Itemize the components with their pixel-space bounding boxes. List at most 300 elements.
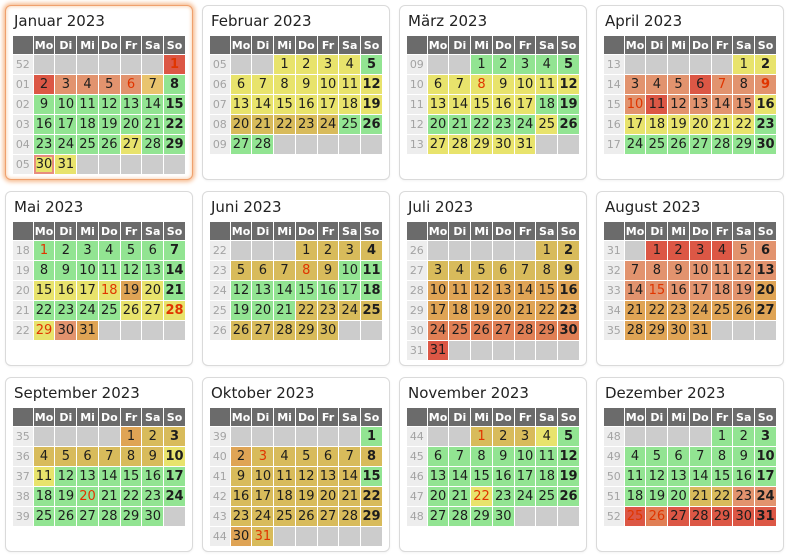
day-cell-august-4[interactable]: 4	[712, 241, 733, 260]
day-cell-juli-25[interactable]: 25	[449, 321, 470, 340]
day-cell-juli-1[interactable]: 1	[536, 241, 557, 260]
day-cell-september-18[interactable]: 18	[34, 487, 55, 506]
day-cell-januar-23[interactable]: 23	[34, 135, 55, 154]
day-cell-juli-28[interactable]: 28	[515, 321, 536, 340]
day-cell-oktober-12[interactable]: 12	[296, 467, 317, 486]
day-cell-maerz-19[interactable]: 19	[559, 97, 578, 112]
day-cell-dezember-14[interactable]: 14	[690, 467, 711, 486]
day-cell-november-2[interactable]: 2	[493, 427, 514, 446]
day-cell-november-22[interactable]: 22	[471, 487, 492, 506]
day-cell-februar-1[interactable]: 1	[274, 55, 295, 74]
day-cell-maerz-9[interactable]: 9	[493, 75, 514, 94]
day-cell-mai-30[interactable]: 30	[55, 321, 76, 340]
day-cell-juni-18[interactable]: 18	[362, 283, 381, 298]
day-cell-oktober-7[interactable]: 7	[339, 447, 360, 466]
day-cell-februar-6[interactable]: 6	[231, 75, 252, 94]
day-cell-dezember-20[interactable]: 20	[668, 487, 689, 506]
day-cell-juli-31[interactable]: 31	[428, 341, 449, 360]
day-cell-november-6[interactable]: 6	[428, 447, 449, 466]
day-cell-maerz-31[interactable]: 31	[515, 135, 536, 154]
day-cell-oktober-5[interactable]: 5	[296, 447, 317, 466]
day-cell-maerz-17[interactable]: 17	[515, 95, 536, 114]
day-cell-februar-15[interactable]: 15	[274, 95, 295, 114]
day-cell-februar-16[interactable]: 16	[296, 95, 317, 114]
day-cell-maerz-11[interactable]: 11	[536, 75, 557, 94]
day-cell-august-29[interactable]: 29	[646, 321, 667, 340]
day-cell-mai-19[interactable]: 19	[121, 281, 142, 300]
day-cell-maerz-16[interactable]: 16	[493, 95, 514, 114]
day-cell-juni-24[interactable]: 24	[339, 301, 360, 320]
day-cell-juni-13[interactable]: 13	[252, 281, 273, 300]
day-cell-dezember-25[interactable]: 25	[625, 507, 646, 526]
day-cell-november-14[interactable]: 14	[449, 467, 470, 486]
day-cell-september-26[interactable]: 26	[55, 507, 76, 526]
day-cell-juni-1[interactable]: 1	[296, 241, 317, 260]
day-cell-august-17[interactable]: 17	[690, 281, 711, 300]
day-cell-dezember-17[interactable]: 17	[756, 469, 775, 484]
day-cell-august-19[interactable]: 19	[733, 281, 754, 300]
day-cell-maerz-28[interactable]: 28	[449, 135, 470, 154]
day-cell-oktober-18[interactable]: 18	[274, 487, 295, 506]
day-cell-juli-8[interactable]: 8	[536, 261, 557, 280]
day-cell-juni-9[interactable]: 9	[318, 261, 339, 280]
day-cell-februar-4[interactable]: 4	[339, 55, 360, 74]
day-cell-dezember-26[interactable]: 26	[646, 507, 667, 526]
day-cell-april-12[interactable]: 12	[668, 95, 689, 114]
day-cell-april-9[interactable]: 9	[755, 75, 776, 94]
day-cell-oktober-24[interactable]: 24	[252, 507, 273, 526]
day-cell-januar-3[interactable]: 3	[55, 75, 76, 94]
day-cell-januar-2[interactable]: 2	[34, 75, 55, 94]
day-cell-november-23[interactable]: 23	[493, 487, 514, 506]
day-cell-april-20[interactable]: 20	[690, 115, 711, 134]
day-cell-dezember-10[interactable]: 10	[756, 449, 775, 464]
day-cell-maerz-20[interactable]: 20	[428, 115, 449, 134]
day-cell-september-21[interactable]: 21	[99, 487, 120, 506]
day-cell-april-30[interactable]: 30	[756, 137, 775, 152]
day-cell-dezember-3[interactable]: 3	[755, 427, 776, 446]
day-cell-januar-21[interactable]: 21	[142, 115, 163, 134]
day-cell-juni-29[interactable]: 29	[296, 321, 317, 340]
day-cell-juli-16[interactable]: 16	[559, 283, 578, 298]
day-cell-februar-5[interactable]: 5	[361, 55, 382, 74]
day-cell-januar-18[interactable]: 18	[77, 115, 98, 134]
day-cell-januar-6[interactable]: 6	[121, 75, 142, 94]
day-cell-april-14[interactable]: 14	[712, 95, 733, 114]
day-cell-september-4[interactable]: 4	[34, 447, 55, 466]
day-cell-november-27[interactable]: 27	[428, 507, 449, 526]
day-cell-mai-22[interactable]: 22	[34, 301, 55, 320]
day-cell-juni-27[interactable]: 27	[252, 321, 273, 340]
day-cell-oktober-4[interactable]: 4	[274, 447, 295, 466]
day-cell-juli-11[interactable]: 11	[449, 281, 470, 300]
day-cell-august-30[interactable]: 30	[668, 321, 689, 340]
day-cell-august-21[interactable]: 21	[625, 301, 646, 320]
day-cell-oktober-19[interactable]: 19	[296, 487, 317, 506]
day-cell-oktober-1[interactable]: 1	[361, 427, 382, 446]
day-cell-september-16[interactable]: 16	[142, 467, 163, 486]
day-cell-maerz-6[interactable]: 6	[428, 75, 449, 94]
day-cell-oktober-25[interactable]: 25	[274, 507, 295, 526]
day-cell-juli-14[interactable]: 14	[515, 281, 536, 300]
day-cell-august-18[interactable]: 18	[712, 281, 733, 300]
day-cell-november-1[interactable]: 1	[471, 427, 492, 446]
day-cell-dezember-11[interactable]: 11	[625, 467, 646, 486]
day-cell-september-27[interactable]: 27	[77, 507, 98, 526]
day-cell-juli-30[interactable]: 30	[559, 323, 578, 338]
day-cell-februar-9[interactable]: 9	[296, 75, 317, 94]
day-cell-november-8[interactable]: 8	[471, 447, 492, 466]
day-cell-juni-21[interactable]: 21	[274, 301, 295, 320]
day-cell-oktober-29[interactable]: 29	[362, 509, 381, 524]
day-cell-september-14[interactable]: 14	[99, 467, 120, 486]
day-cell-oktober-2[interactable]: 2	[231, 447, 252, 466]
day-cell-juli-9[interactable]: 9	[558, 261, 579, 280]
day-cell-september-6[interactable]: 6	[77, 447, 98, 466]
day-cell-august-1[interactable]: 1	[646, 241, 667, 260]
day-cell-dezember-4[interactable]: 4	[625, 447, 646, 466]
day-cell-november-7[interactable]: 7	[449, 447, 470, 466]
day-cell-september-13[interactable]: 13	[77, 467, 98, 486]
day-cell-september-2[interactable]: 2	[142, 427, 163, 446]
day-cell-maerz-27[interactable]: 27	[428, 135, 449, 154]
day-cell-april-21[interactable]: 21	[712, 115, 733, 134]
day-cell-mai-21[interactable]: 21	[165, 283, 184, 298]
day-cell-oktober-8[interactable]: 8	[361, 447, 382, 466]
day-cell-maerz-24[interactable]: 24	[515, 115, 536, 134]
day-cell-november-3[interactable]: 3	[515, 427, 536, 446]
day-cell-april-10[interactable]: 10	[625, 95, 646, 114]
day-cell-dezember-9[interactable]: 9	[733, 447, 754, 466]
day-cell-maerz-13[interactable]: 13	[428, 95, 449, 114]
day-cell-januar-30[interactable]: 30	[34, 155, 55, 174]
day-cell-juni-3[interactable]: 3	[339, 241, 360, 260]
day-cell-februar-22[interactable]: 22	[274, 115, 295, 134]
day-cell-januar-16[interactable]: 16	[34, 115, 55, 134]
day-cell-dezember-16[interactable]: 16	[733, 467, 754, 486]
day-cell-september-29[interactable]: 29	[121, 507, 142, 526]
day-cell-maerz-22[interactable]: 22	[471, 115, 492, 134]
day-cell-januar-11[interactable]: 11	[77, 95, 98, 114]
day-cell-november-4[interactable]: 4	[536, 427, 557, 446]
day-cell-oktober-10[interactable]: 10	[252, 467, 273, 486]
day-cell-mai-28[interactable]: 28	[165, 303, 184, 318]
day-cell-august-22[interactable]: 22	[646, 301, 667, 320]
day-cell-september-30[interactable]: 30	[142, 507, 163, 526]
day-cell-mai-14[interactable]: 14	[165, 263, 184, 278]
day-cell-august-15[interactable]: 15	[646, 281, 667, 300]
day-cell-november-26[interactable]: 26	[559, 489, 578, 504]
day-cell-juli-19[interactable]: 19	[471, 301, 492, 320]
day-cell-juni-7[interactable]: 7	[274, 261, 295, 280]
day-cell-oktober-20[interactable]: 20	[318, 487, 339, 506]
day-cell-maerz-10[interactable]: 10	[515, 75, 536, 94]
day-cell-oktober-11[interactable]: 11	[274, 467, 295, 486]
day-cell-januar-7[interactable]: 7	[142, 75, 163, 94]
day-cell-september-24[interactable]: 24	[165, 489, 184, 504]
day-cell-august-14[interactable]: 14	[625, 281, 646, 300]
day-cell-juli-27[interactable]: 27	[493, 321, 514, 340]
day-cell-mai-9[interactable]: 9	[55, 261, 76, 280]
day-cell-mai-12[interactable]: 12	[121, 261, 142, 280]
day-cell-dezember-15[interactable]: 15	[712, 467, 733, 486]
day-cell-januar-9[interactable]: 9	[34, 95, 55, 114]
day-cell-juli-7[interactable]: 7	[515, 261, 536, 280]
day-cell-april-4[interactable]: 4	[646, 75, 667, 94]
day-cell-september-11[interactable]: 11	[34, 467, 55, 486]
day-cell-august-3[interactable]: 3	[690, 241, 711, 260]
day-cell-juni-23[interactable]: 23	[318, 301, 339, 320]
day-cell-november-15[interactable]: 15	[471, 467, 492, 486]
day-cell-oktober-22[interactable]: 22	[362, 489, 381, 504]
day-cell-februar-13[interactable]: 13	[231, 95, 252, 114]
day-cell-januar-8[interactable]: 8	[164, 75, 185, 94]
day-cell-februar-3[interactable]: 3	[318, 55, 339, 74]
day-cell-maerz-3[interactable]: 3	[515, 55, 536, 74]
day-cell-januar-27[interactable]: 27	[121, 135, 142, 154]
day-cell-august-12[interactable]: 12	[733, 261, 754, 280]
day-cell-februar-12[interactable]: 12	[362, 77, 381, 92]
day-cell-januar-12[interactable]: 12	[99, 95, 120, 114]
day-cell-dezember-29[interactable]: 29	[712, 507, 733, 526]
day-cell-november-21[interactable]: 21	[449, 487, 470, 506]
day-cell-maerz-1[interactable]: 1	[471, 55, 492, 74]
day-cell-maerz-25[interactable]: 25	[536, 115, 557, 134]
day-cell-august-31[interactable]: 31	[690, 321, 711, 340]
day-cell-juni-8[interactable]: 8	[296, 261, 317, 280]
day-cell-september-10[interactable]: 10	[165, 449, 184, 464]
day-cell-januar-14[interactable]: 14	[142, 95, 163, 114]
day-cell-oktober-16[interactable]: 16	[231, 487, 252, 506]
day-cell-januar-26[interactable]: 26	[99, 135, 120, 154]
day-cell-april-3[interactable]: 3	[625, 75, 646, 94]
day-cell-dezember-28[interactable]: 28	[690, 507, 711, 526]
day-cell-april-17[interactable]: 17	[625, 115, 646, 134]
day-cell-mai-5[interactable]: 5	[121, 241, 142, 260]
day-cell-august-13[interactable]: 13	[756, 263, 775, 278]
day-cell-september-5[interactable]: 5	[55, 447, 76, 466]
day-cell-mai-18[interactable]: 18	[99, 281, 120, 300]
day-cell-november-13[interactable]: 13	[428, 467, 449, 486]
day-cell-dezember-1[interactable]: 1	[712, 427, 733, 446]
day-cell-februar-11[interactable]: 11	[339, 75, 360, 94]
day-cell-oktober-28[interactable]: 28	[339, 507, 360, 526]
day-cell-mai-6[interactable]: 6	[142, 241, 163, 260]
day-cell-april-2[interactable]: 2	[755, 55, 776, 74]
day-cell-september-25[interactable]: 25	[34, 507, 55, 526]
day-cell-dezember-22[interactable]: 22	[712, 487, 733, 506]
day-cell-maerz-14[interactable]: 14	[449, 95, 470, 114]
day-cell-august-23[interactable]: 23	[668, 301, 689, 320]
day-cell-mai-17[interactable]: 17	[77, 281, 98, 300]
day-cell-februar-8[interactable]: 8	[274, 75, 295, 94]
day-cell-januar-17[interactable]: 17	[55, 115, 76, 134]
day-cell-november-9[interactable]: 9	[493, 447, 514, 466]
day-cell-november-16[interactable]: 16	[493, 467, 514, 486]
day-cell-januar-19[interactable]: 19	[99, 115, 120, 134]
day-cell-august-10[interactable]: 10	[690, 261, 711, 280]
day-cell-september-17[interactable]: 17	[165, 469, 184, 484]
day-cell-juni-14[interactable]: 14	[274, 281, 295, 300]
day-cell-april-5[interactable]: 5	[668, 75, 689, 94]
day-cell-oktober-3[interactable]: 3	[252, 447, 273, 466]
day-cell-august-8[interactable]: 8	[646, 261, 667, 280]
day-cell-juli-3[interactable]: 3	[428, 261, 449, 280]
day-cell-maerz-21[interactable]: 21	[449, 115, 470, 134]
day-cell-dezember-31[interactable]: 31	[756, 509, 775, 524]
day-cell-maerz-26[interactable]: 26	[559, 117, 578, 132]
day-cell-juni-20[interactable]: 20	[252, 301, 273, 320]
day-cell-august-9[interactable]: 9	[668, 261, 689, 280]
day-cell-januar-4[interactable]: 4	[77, 75, 98, 94]
day-cell-februar-27[interactable]: 27	[231, 135, 252, 154]
day-cell-april-1[interactable]: 1	[733, 55, 754, 74]
day-cell-februar-17[interactable]: 17	[318, 95, 339, 114]
day-cell-november-30[interactable]: 30	[493, 507, 514, 526]
day-cell-august-16[interactable]: 16	[668, 281, 689, 300]
day-cell-dezember-21[interactable]: 21	[690, 487, 711, 506]
day-cell-august-2[interactable]: 2	[668, 241, 689, 260]
day-cell-april-15[interactable]: 15	[733, 95, 754, 114]
day-cell-oktober-14[interactable]: 14	[339, 467, 360, 486]
day-cell-juni-22[interactable]: 22	[296, 301, 317, 320]
day-cell-november-17[interactable]: 17	[515, 467, 536, 486]
day-cell-juni-16[interactable]: 16	[318, 281, 339, 300]
day-cell-juni-10[interactable]: 10	[339, 261, 360, 280]
day-cell-november-11[interactable]: 11	[536, 447, 557, 466]
day-cell-januar-13[interactable]: 13	[121, 95, 142, 114]
day-cell-dezember-18[interactable]: 18	[625, 487, 646, 506]
day-cell-mai-7[interactable]: 7	[164, 241, 185, 260]
day-cell-august-25[interactable]: 25	[712, 301, 733, 320]
day-cell-september-8[interactable]: 8	[121, 447, 142, 466]
day-cell-mai-24[interactable]: 24	[77, 301, 98, 320]
day-cell-dezember-27[interactable]: 27	[668, 507, 689, 526]
day-cell-juli-23[interactable]: 23	[559, 303, 578, 318]
day-cell-juli-24[interactable]: 24	[428, 321, 449, 340]
day-cell-juni-6[interactable]: 6	[252, 261, 273, 280]
day-cell-mai-31[interactable]: 31	[77, 321, 98, 340]
day-cell-september-22[interactable]: 22	[121, 487, 142, 506]
day-cell-juni-12[interactable]: 12	[231, 281, 252, 300]
day-cell-oktober-23[interactable]: 23	[231, 507, 252, 526]
day-cell-maerz-15[interactable]: 15	[471, 95, 492, 114]
day-cell-april-7[interactable]: 7	[712, 75, 733, 94]
day-cell-november-5[interactable]: 5	[558, 427, 579, 446]
day-cell-november-10[interactable]: 10	[515, 447, 536, 466]
day-cell-november-19[interactable]: 19	[559, 469, 578, 484]
day-cell-dezember-24[interactable]: 24	[756, 489, 775, 504]
day-cell-dezember-7[interactable]: 7	[690, 447, 711, 466]
day-cell-januar-25[interactable]: 25	[77, 135, 98, 154]
day-cell-januar-5[interactable]: 5	[99, 75, 120, 94]
day-cell-april-27[interactable]: 27	[690, 135, 711, 154]
day-cell-juni-4[interactable]: 4	[361, 241, 382, 260]
day-cell-januar-15[interactable]: 15	[165, 97, 184, 112]
day-cell-august-11[interactable]: 11	[712, 261, 733, 280]
day-cell-februar-18[interactable]: 18	[339, 95, 360, 114]
day-cell-oktober-13[interactable]: 13	[318, 467, 339, 486]
day-cell-august-7[interactable]: 7	[625, 261, 646, 280]
day-cell-mai-2[interactable]: 2	[55, 241, 76, 260]
day-cell-april-19[interactable]: 19	[668, 115, 689, 134]
day-cell-mai-3[interactable]: 3	[77, 241, 98, 260]
day-cell-november-20[interactable]: 20	[428, 487, 449, 506]
day-cell-november-18[interactable]: 18	[536, 467, 557, 486]
day-cell-juli-26[interactable]: 26	[471, 321, 492, 340]
day-cell-april-11[interactable]: 11	[646, 95, 667, 114]
day-cell-september-19[interactable]: 19	[55, 487, 76, 506]
day-cell-juni-11[interactable]: 11	[362, 263, 381, 278]
day-cell-oktober-31[interactable]: 31	[252, 527, 273, 546]
day-cell-september-15[interactable]: 15	[121, 467, 142, 486]
day-cell-oktober-26[interactable]: 26	[296, 507, 317, 526]
day-cell-mai-10[interactable]: 10	[77, 261, 98, 280]
day-cell-oktober-6[interactable]: 6	[318, 447, 339, 466]
day-cell-juni-26[interactable]: 26	[231, 321, 252, 340]
day-cell-april-28[interactable]: 28	[712, 135, 733, 154]
day-cell-juli-4[interactable]: 4	[449, 261, 470, 280]
day-cell-januar-31[interactable]: 31	[55, 155, 76, 174]
day-cell-mai-16[interactable]: 16	[55, 281, 76, 300]
day-cell-august-5[interactable]: 5	[733, 241, 754, 260]
day-cell-dezember-6[interactable]: 6	[668, 447, 689, 466]
day-cell-februar-21[interactable]: 21	[252, 115, 273, 134]
day-cell-maerz-30[interactable]: 30	[493, 135, 514, 154]
day-cell-mai-1[interactable]: 1	[34, 241, 55, 260]
day-cell-september-3[interactable]: 3	[164, 427, 185, 446]
day-cell-juni-5[interactable]: 5	[231, 261, 252, 280]
day-cell-dezember-13[interactable]: 13	[668, 467, 689, 486]
day-cell-januar-29[interactable]: 29	[165, 137, 184, 152]
day-cell-oktober-15[interactable]: 15	[362, 469, 381, 484]
day-cell-november-24[interactable]: 24	[515, 487, 536, 506]
day-cell-april-6[interactable]: 6	[690, 75, 711, 94]
day-cell-august-26[interactable]: 26	[733, 301, 754, 320]
day-cell-september-23[interactable]: 23	[142, 487, 163, 506]
day-cell-april-29[interactable]: 29	[733, 135, 754, 154]
day-cell-maerz-4[interactable]: 4	[536, 55, 557, 74]
day-cell-juni-19[interactable]: 19	[231, 301, 252, 320]
day-cell-april-26[interactable]: 26	[668, 135, 689, 154]
day-cell-august-20[interactable]: 20	[756, 283, 775, 298]
day-cell-oktober-17[interactable]: 17	[252, 487, 273, 506]
day-cell-september-28[interactable]: 28	[99, 507, 120, 526]
day-cell-juli-20[interactable]: 20	[493, 301, 514, 320]
day-cell-mai-25[interactable]: 25	[99, 301, 120, 320]
day-cell-juli-22[interactable]: 22	[536, 301, 557, 320]
day-cell-juni-30[interactable]: 30	[318, 321, 339, 340]
day-cell-april-18[interactable]: 18	[646, 115, 667, 134]
day-cell-mai-8[interactable]: 8	[34, 261, 55, 280]
day-cell-november-28[interactable]: 28	[449, 507, 470, 526]
day-cell-november-25[interactable]: 25	[536, 487, 557, 506]
day-cell-mai-13[interactable]: 13	[142, 261, 163, 280]
day-cell-februar-26[interactable]: 26	[362, 117, 381, 132]
day-cell-mai-15[interactable]: 15	[34, 281, 55, 300]
day-cell-dezember-23[interactable]: 23	[733, 487, 754, 506]
day-cell-januar-10[interactable]: 10	[55, 95, 76, 114]
day-cell-juli-15[interactable]: 15	[536, 281, 557, 300]
day-cell-mai-27[interactable]: 27	[142, 301, 163, 320]
day-cell-april-24[interactable]: 24	[625, 135, 646, 154]
day-cell-november-29[interactable]: 29	[471, 507, 492, 526]
day-cell-maerz-5[interactable]: 5	[558, 55, 579, 74]
day-cell-juni-17[interactable]: 17	[339, 281, 360, 300]
day-cell-januar-22[interactable]: 22	[165, 117, 184, 132]
day-cell-februar-28[interactable]: 28	[252, 135, 273, 154]
day-cell-februar-14[interactable]: 14	[252, 95, 273, 114]
